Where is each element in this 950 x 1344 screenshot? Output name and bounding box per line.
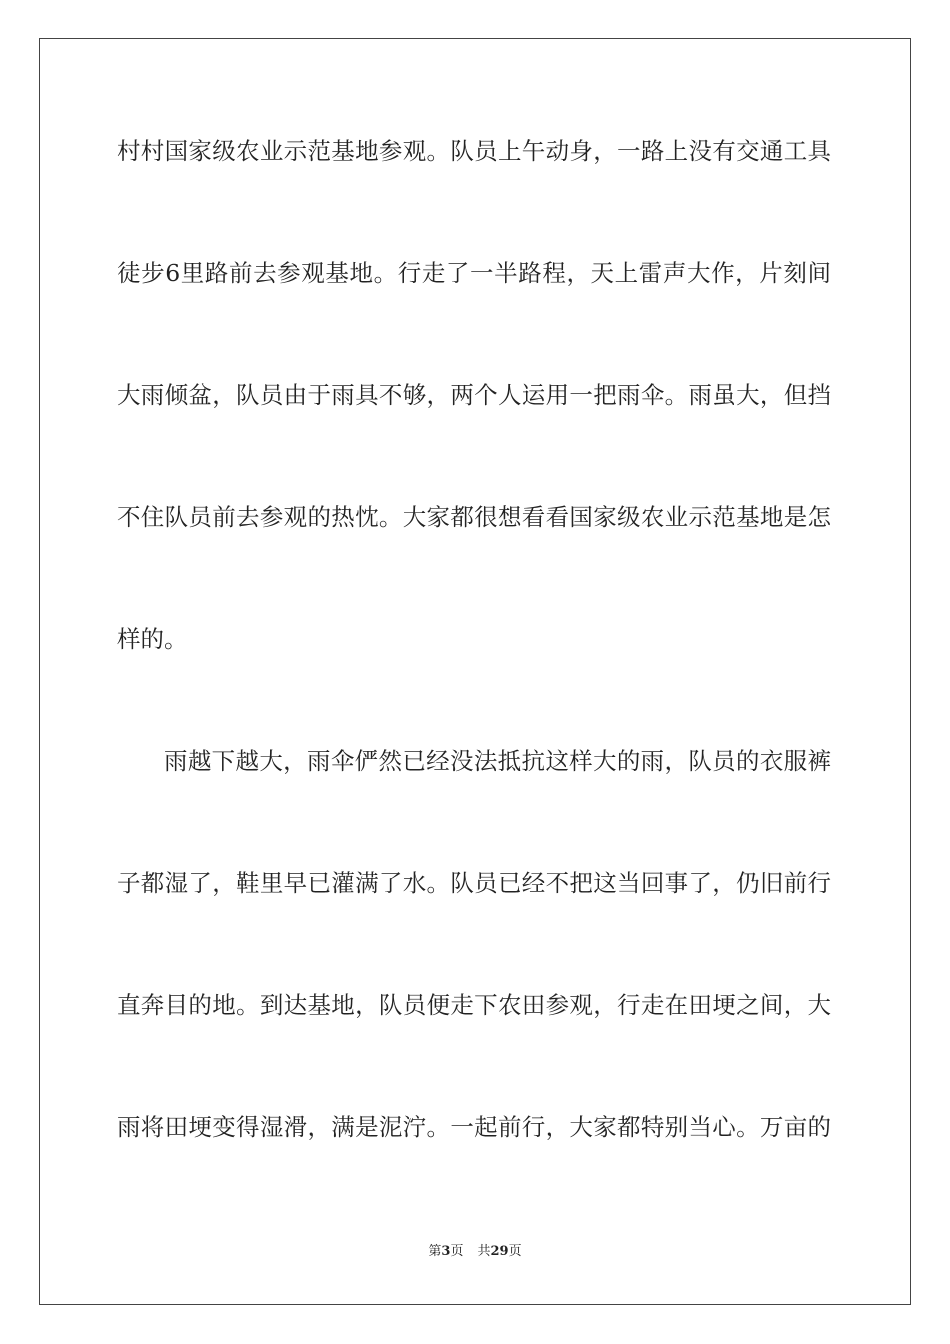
text-line-2: 徒步6里路前去参观基地。行走了一半路程，天上雷声大作，片刻间 bbox=[117, 259, 831, 287]
total-pages: 29 bbox=[490, 1244, 509, 1259]
total-prefix: 共 bbox=[477, 1244, 491, 1259]
text-line-1: 村村国家级农业示范基地参观。队员上午动身，一路上没有交通工具 bbox=[117, 137, 831, 165]
total-suffix: 页 bbox=[508, 1244, 522, 1259]
text-line-9: 雨将田埂变得湿滑，满是泥泞。一起前行，大家都特别当心。万亩的 bbox=[117, 1113, 831, 1141]
page-footer bbox=[0, 1244, 950, 1260]
text-line-8: 直奔目的地。到达基地，队员便走下农田参观，行走在田埂之间，大 bbox=[117, 991, 831, 1019]
page-number: 3 bbox=[441, 1244, 451, 1259]
text-line-3: 大雨倾盆，队员由于雨具不够，两个人运用一把雨伞。雨虽大，但挡 bbox=[117, 381, 831, 409]
page-prefix: 第 bbox=[428, 1244, 442, 1259]
text-line-4: 不住队员前去参观的热忱。大家都很想看看国家级农业示范基地是怎 bbox=[117, 503, 831, 531]
page-suffix: 页 bbox=[450, 1244, 464, 1259]
text-line-7: 子都湿了，鞋里早已灌满了水。队员已经不把这当回事了，仍旧前行 bbox=[117, 869, 831, 897]
text-line-5: 样的。 bbox=[117, 625, 188, 653]
text-line-6: 雨越下越大，雨伞俨然已经没法抵抗这样大的雨，队员的衣服裤 bbox=[164, 747, 831, 775]
